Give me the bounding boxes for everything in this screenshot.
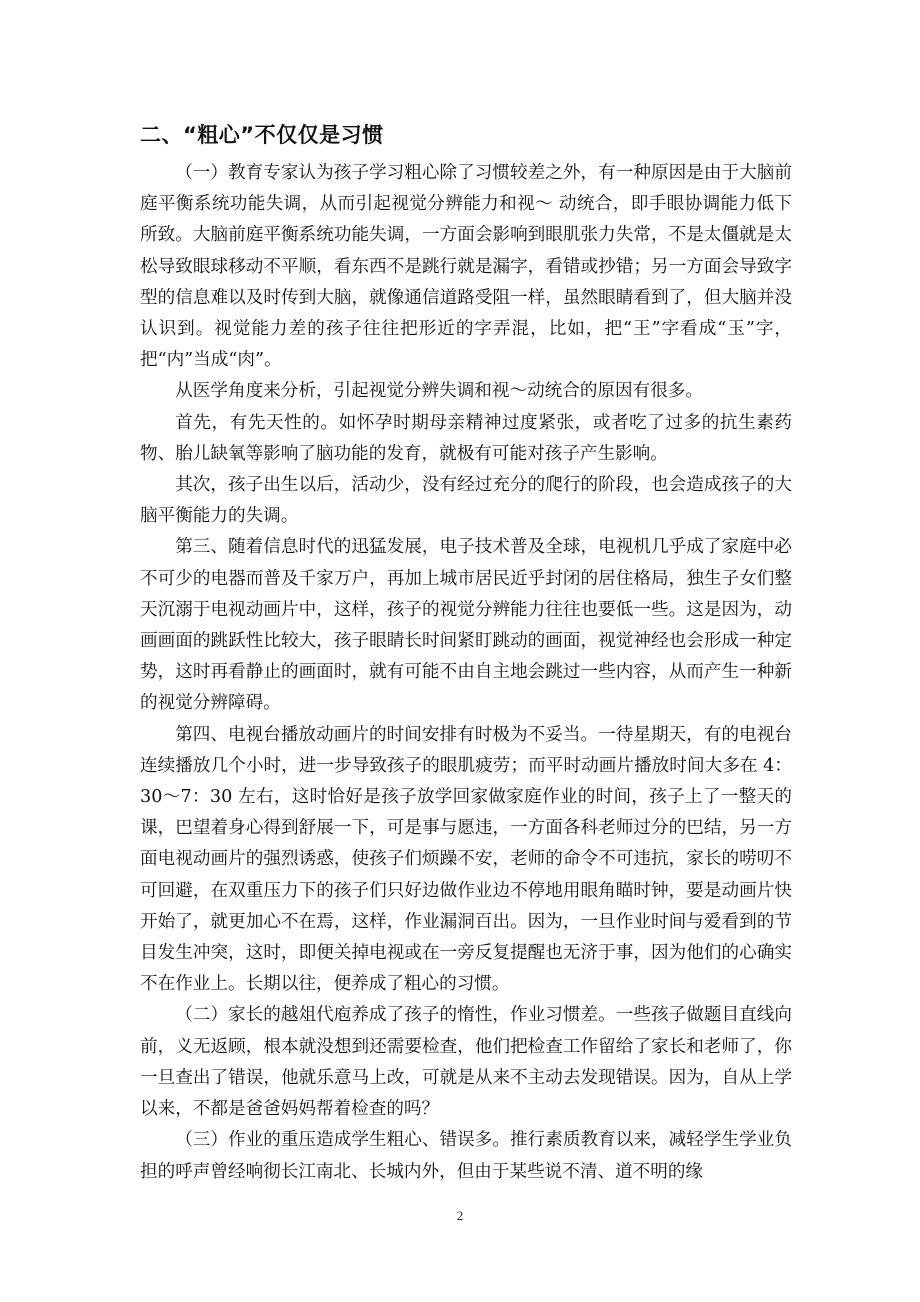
paragraph-3: 首先，有先天性的。如怀孕时期母亲精神过度紧张，或者吃了过多的抗生素药物、胎儿缺氧等影响了脑功能的发育，就极有可能对孩子产生影响。 (140, 412, 792, 464)
paragraph-5: 第三、随着信息时代的迅猛发展，电子技术普及全球，电视机几乎成了家庭中必不可少的电器而普及千家万户，再加上城市居民近乎封闭的居住格局，独生子女们整天沉溺于电视动画片中，这样，孩子的视觉分辨能力往往也要低一些。这是因为，动画画面的跳跃性比较大，孩子眼睛长时间紧盯跳动的画面，视觉神经也会形成一种定势，这时再看静止的画面时，就有可能不由自主地会跳过一些内容，从而产生一种新的视觉分辨障碍。 (140, 537, 792, 714)
paragraph-4: 其次，孩子出生以后，活动少，没有经过充分的爬行的阶段，也会造成孩子的大脑平衡能力的失调。 (140, 475, 792, 527)
paragraph-6: 第四、电视台播放动画片的时间安排有时极为不妥当。一待星期天，有的电视台连续播放几个小时，进一步导致孩子的眼肌疲劳；而平时动画片播放时间大多在 4：30～7：30 左右，这时恰好是孩子放学回家做家庭作业的时间，孩子上了一整天的课，巴望着身心得到舒展一下，可是事与愿违，一方面各科老师过分的巴结，另一方面电视动画片的强烈诱惑，使孩子们烦躁不安，老师的命令不可违抗，家长的唠叨不可回避，在双重压力下的孩子们只好边做作业边不停地用眼角瞄时钟，要是动画片快开始了，就更加心不在焉，这样，作业漏洞百出。因为，一旦作业时间与爱看到的节目发生冲突，这时，即便关掉电视或在一旁反复提醒也无济于事，因为他们的心确实不在作业上。长期以往，便养成了粗心的习惯。 (140, 724, 792, 995)
page-number: 2 (456, 1208, 464, 1223)
paragraph-1: （一）教育专家认为孩子学习粗心除了习惯较差之外，有一种原因是由于大脑前庭平衡系统功能失调，从而引起视觉分辨能力和视～ 动统合，即手眼协调能力低下所致。大脑前庭平衡系统功能失调，一方面会影响到眼肌张力失常，不是太僵就是太松导致眼球移动不平顺，看东西不是跳行就是漏字，看错或抄错；另一方面会导致字型的信息难以及时传到大脑，就像通信道路受阻一样，虽然眼睛看到了，但大脑并没认识到。视觉能力差的孩子往往把形近的字弄混，比如，把“王”字看成“玉”字，把“内”当成“肉”。 (140, 163, 792, 371)
paragraph-2: 从医学角度来分析，引起视觉分辨失调和视～动统合的原因有很多。 (175, 381, 704, 402)
page-content (140, 118, 792, 1188)
paragraph-7: （二）家长的越俎代庖养成了孩子的惰性，作业习惯差。一些孩子做题目直线向前，义无返顾，根本就没想到还需要检查，他们把检查工作留给了家长和老师了，你一旦查出了错误，他就乐意马上改，可就是从来不主动去发现错误。因为，自从上学以来，不都是爸爸妈妈帮着检查的吗？ (140, 1005, 792, 1120)
section-heading: 二、“粗心”不仅仅是习惯 (140, 123, 384, 147)
paragraph-8: （三）作业的重压造成学生粗心、错误多。推行素质教育以来，减轻学生学业负担的呼声曾经响彻长江南北、长城内外，但由于某些说不清、道不明的缘 (140, 1130, 792, 1182)
